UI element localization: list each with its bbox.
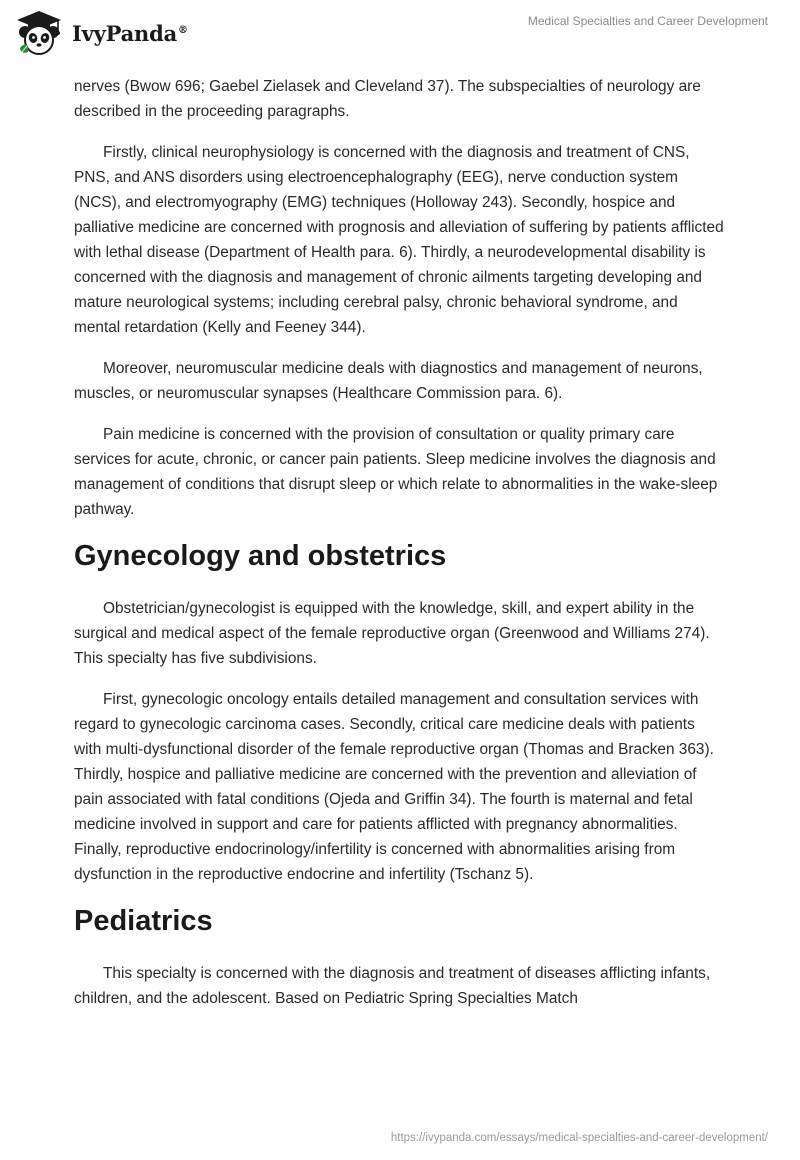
- registered-mark: ®: [178, 24, 188, 36]
- paragraph: Firstly, clinical neurophysiology is concerned with the diagnosis and treatment of CNS, PNS, and ANS disorders using electroencephalography (EEG), nerve conduction system (NCS), and electromyography (EMG) techniques (Holloway 243). Secondly, hospice and palliative medicine are concerned with prognosis and alleviation of suffering by patients afflicted with lethal disease (Department of Health para. 6). Thirdly, a neurodevelopmental disability is concerned with the diagnosis and management of chronic ailments targeting developing and mature neurological systems; including cerebral palsy, chronic behavioral syndrome, and mental retardation (Kelly and Feeney 344).: [74, 144, 724, 336]
- paragraph: Obstetrician/gynecologist is equipped with the knowledge, skill, and expert ability in the surgical and medical aspect of the female reproductive organ (Greenwood and Williams 274). This specialty has five subdivisions.: [74, 600, 710, 667]
- document-title: Medical Specialties and Career Development: [527, 14, 768, 28]
- paragraph: Moreover, neuromuscular medicine deals with diagnostics and management of neurons, muscles, or neuromuscular synapses (Healthcare Commission para. 6).: [74, 360, 703, 402]
- brand-text: IvyPanda: [72, 20, 178, 46]
- source-url-link[interactable]: https://ivypanda.com/essays/medical-specialties-and-career-development/: [390, 1132, 768, 1144]
- page-header: [0, 0, 800, 70]
- section-heading-gynecology: Gynecology and obstetrics: [74, 540, 447, 572]
- brand-name: [72, 21, 188, 46]
- panda-graduate-icon: [14, 8, 64, 58]
- paragraph-continuation: nerves (Bwow 696; Gaebel Zielasek and Cleveland 37). The subspecialties of neurology are described in the proceeding paragraphs.: [74, 78, 701, 120]
- essay-content: [74, 74, 726, 1027]
- paragraph: This specialty is concerned with the diagnosis and treatment of diseases afflicting infants, children, and the adolescent. Based on Pediatric Spring Specialties Match: [74, 965, 711, 1007]
- ivypanda-logo[interactable]: [14, 8, 188, 58]
- section-heading-pediatrics: Pediatrics: [74, 905, 213, 937]
- paragraph: First, gynecologic oncology entails detailed management and consultation services with regard to gynecologic carcinoma cases. Secondly, critical care medicine deals with patients with multi-dysfunctional disorder of the female reproductive organ (Thomas and Bracken 363). Thirdly, hospice and palliative medicine are concerned with the prevention and alleviation of pain associated with fatal conditions (Ojeda and Griffin 34). The fourth is maternal and fetal medicine involved in support and care for patients afflicted with pregnancy abnormalities. Finally, reproductive endocrinology/infertility is concerned with abnormalities arising from dysfunction in the reproductive endocrine and infertility (Tschanz 5).: [74, 691, 714, 883]
- paragraph: Pain medicine is concerned with the provision of consultation or quality primary care services for acute, chronic, or cancer pain patients. Sleep medicine involves the diagnosis and management of conditions that disrupt sleep or which relate to abnormalities in the wake-sleep pathway.: [74, 426, 718, 518]
